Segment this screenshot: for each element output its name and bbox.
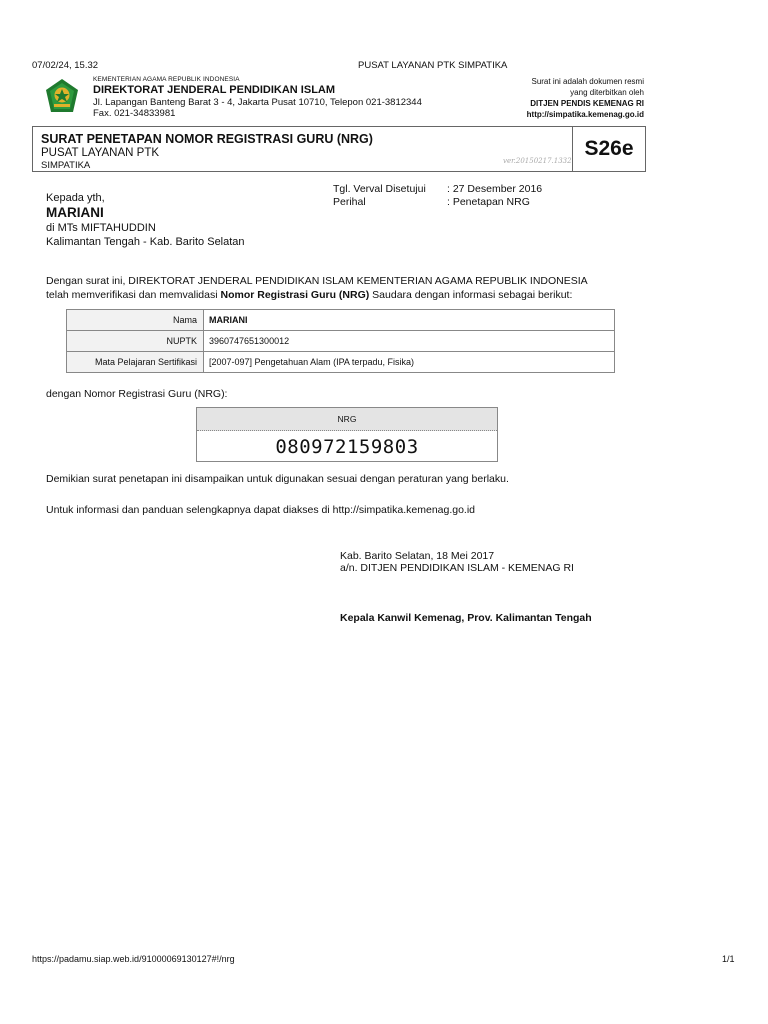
nrg-header: NRG: [197, 408, 497, 431]
print-datetime: 07/02/24, 15.32: [32, 60, 99, 71]
verval-label: Tgl. Verval Disetujui: [333, 183, 426, 195]
official-document-note: [527, 76, 644, 120]
ministry-name: KEMENTERIAN AGAMA REPUBLIK INDONESIA: [93, 76, 240, 83]
info-value: MARIANI: [204, 310, 615, 331]
closing-paragraph: Demikian surat penetapan ini disampaikan untuk digunakan sesuai dengan peraturan yang berlaku.: [46, 473, 509, 485]
table-row: [67, 331, 615, 352]
table-row: [67, 310, 615, 331]
perihal-value: : Penetapan NRG: [447, 196, 530, 208]
nrg-box: [196, 407, 498, 462]
recipient-school: di MTs MIFTAHUDDIN: [46, 222, 156, 234]
table-row: [67, 352, 615, 373]
note-line-1: Surat ini adalah dokumen resmi: [531, 77, 644, 86]
nrg-number: 080972159803: [275, 436, 419, 458]
info-label: NUPTK: [67, 331, 204, 352]
intro-line-2: [46, 288, 646, 302]
kemenag-emblem-icon: [44, 78, 80, 114]
recipient-region: Kalimantan Tengah - Kab. Barito Selatan: [46, 236, 245, 248]
letterhead: [93, 76, 422, 119]
print-footer-url: https://padamu.siap.web.id/91000069130127#!/nrg: [32, 954, 235, 964]
info-value: 3960747651300012: [204, 331, 615, 352]
directorate-name: DIREKTORAT JENDERAL PENDIDIKAN ISLAM: [93, 84, 336, 96]
info-value: [2007-097] Pengetahuan Alam (IPA terpadu, Fisika): [204, 352, 615, 373]
intro-line-2c: Saudara dengan informasi sebagai berikut:: [369, 289, 573, 301]
letter-meta: [333, 183, 542, 209]
note-line-2: yang diterbitkan oleh: [570, 88, 644, 97]
system-name: SIMPATIKA: [41, 160, 91, 171]
intro-line-2b: Nomor Registrasi Guru (NRG): [220, 289, 370, 301]
intro-line-2a: telah memverifikasi dan memvalidasi: [46, 289, 221, 301]
verval-value: : 27 Desember 2016: [447, 183, 543, 195]
info-paragraph: Untuk informasi dan panduan selengkapnya dapat diakses di http://simpatika.kemenag.go.id: [46, 504, 476, 516]
print-header-title: PUSAT LAYANAN PTK SIMPATIKA: [358, 60, 508, 71]
recipient-name: MARIANI: [46, 205, 104, 220]
document-title: SURAT PENETAPAN NOMOR REGISTRASI GURU (NRG): [41, 132, 373, 146]
info-label: Mata Pelajaran Sertifikasi: [67, 352, 204, 373]
document-title-box: [32, 126, 646, 172]
document-version: ver.20150217.1332: [503, 157, 572, 165]
nrg-intro: dengan Nomor Registrasi Guru (NRG):: [46, 388, 228, 400]
perihal-label: Perihal: [333, 196, 366, 208]
signature-signer: Kepala Kanwil Kemenag, Prov. Kalimantan Tengah: [340, 612, 592, 624]
info-label: Nama: [67, 310, 204, 331]
intro-line-1: Dengan surat ini, DIREKTORAT JENDERAL PENDIDIKAN ISLAM KEMENTERIAN AGAMA REPUBLIK INDONESIA: [46, 275, 588, 287]
signature-on-behalf: a/n. DITJEN PENDIDIKAN ISLAM - KEMENAG RI: [340, 562, 574, 574]
teacher-info-table: [66, 309, 615, 373]
note-issuer: DITJEN PENDIS KEMENAG RI: [530, 99, 644, 108]
directorate-address: Jl. Lapangan Banteng Barat 3 - 4, Jakarta Pusat 10710, Telepon 021-3812344: [93, 97, 422, 108]
document-code: S26e: [572, 127, 645, 171]
signature-place-date: Kab. Barito Selatan, 18 Mei 2017: [340, 550, 495, 562]
directorate-fax: Fax. 021-34833981: [93, 108, 176, 119]
intro-paragraph: [46, 274, 646, 302]
document-subtitle: PUSAT LAYANAN PTK: [41, 147, 160, 159]
print-page-number: 1/1: [722, 954, 735, 964]
note-url: http://simpatika.kemenag.go.id: [526, 110, 644, 119]
recipient-greeting: Kepada yth,: [46, 192, 105, 204]
